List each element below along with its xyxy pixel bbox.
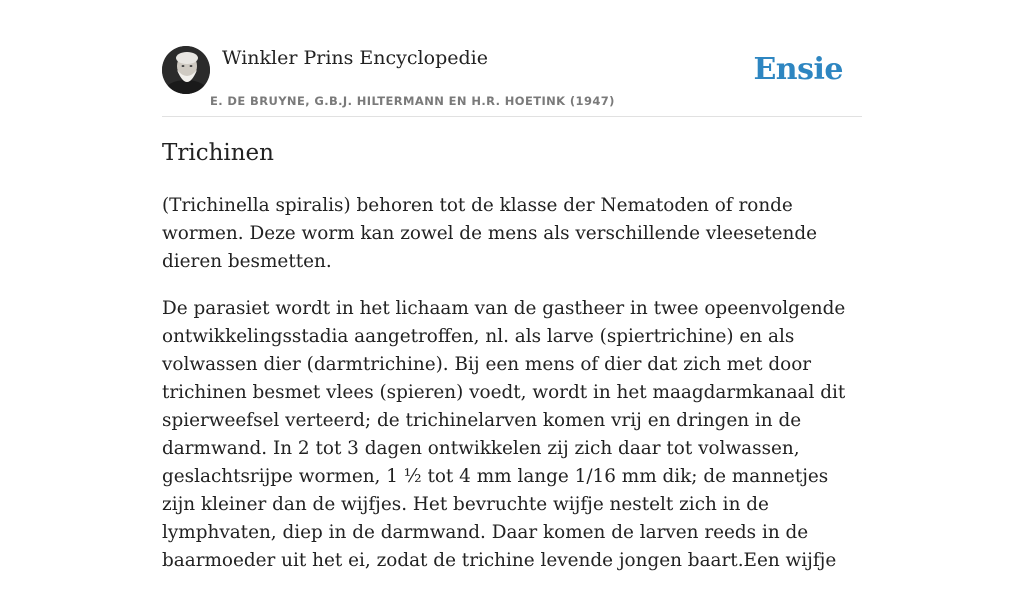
article-body	[162, 192, 864, 594]
site-title[interactable]: Winkler Prins Encyclopedie	[222, 47, 488, 69]
portrait-photo-icon	[162, 46, 210, 94]
brand-logo-link[interactable]: Ensie	[753, 52, 843, 87]
article-paragraph: De parasiet wordt in het lichaam van de gastheer in twee opeenvolgende ontwikkelingsstadia aangetroffen, nl. als larve (spiertrichine) en als volwassen dier (darmtrichine). Bij een mens of dier dat zich met door trichinen besmet vlees (spieren) voedt, wordt in het maagdarmkanaal dit spierweefsel verteerd; de trichinelarven komen vrij en dringen in de darmwand. In 2 tot 3 dagen ontwikkelen zij zich daar tot volwassen, geslachtsrijpe wormen, 1 ½ tot 4 mm lange 1/16 mm dik; de mannetjes zijn kleiner dan de wijfjes. Het bevruchte wijfje nestelt zich in de lymphvaten, diep in de darmwand. Daar komen de larven reeds in de baarmoeder uit het ei, zodat de trichine levende jongen baart.Een wijfje	[162, 298, 846, 571]
page-header	[162, 40, 862, 117]
authors-line: E. DE BRUYNE, G.B.J. HILTERMANN EN H.R. HOETINK (1947)	[210, 94, 615, 108]
article-paragraph: (Trichinella spiralis) behoren tot de klasse der Nematoden of ronde wormen. Deze worm kan zowel de mens als verschillende vleesetende dieren besmetten.	[162, 195, 818, 272]
article-title: Trichinen	[162, 140, 274, 166]
author-avatar[interactable]	[162, 46, 210, 94]
